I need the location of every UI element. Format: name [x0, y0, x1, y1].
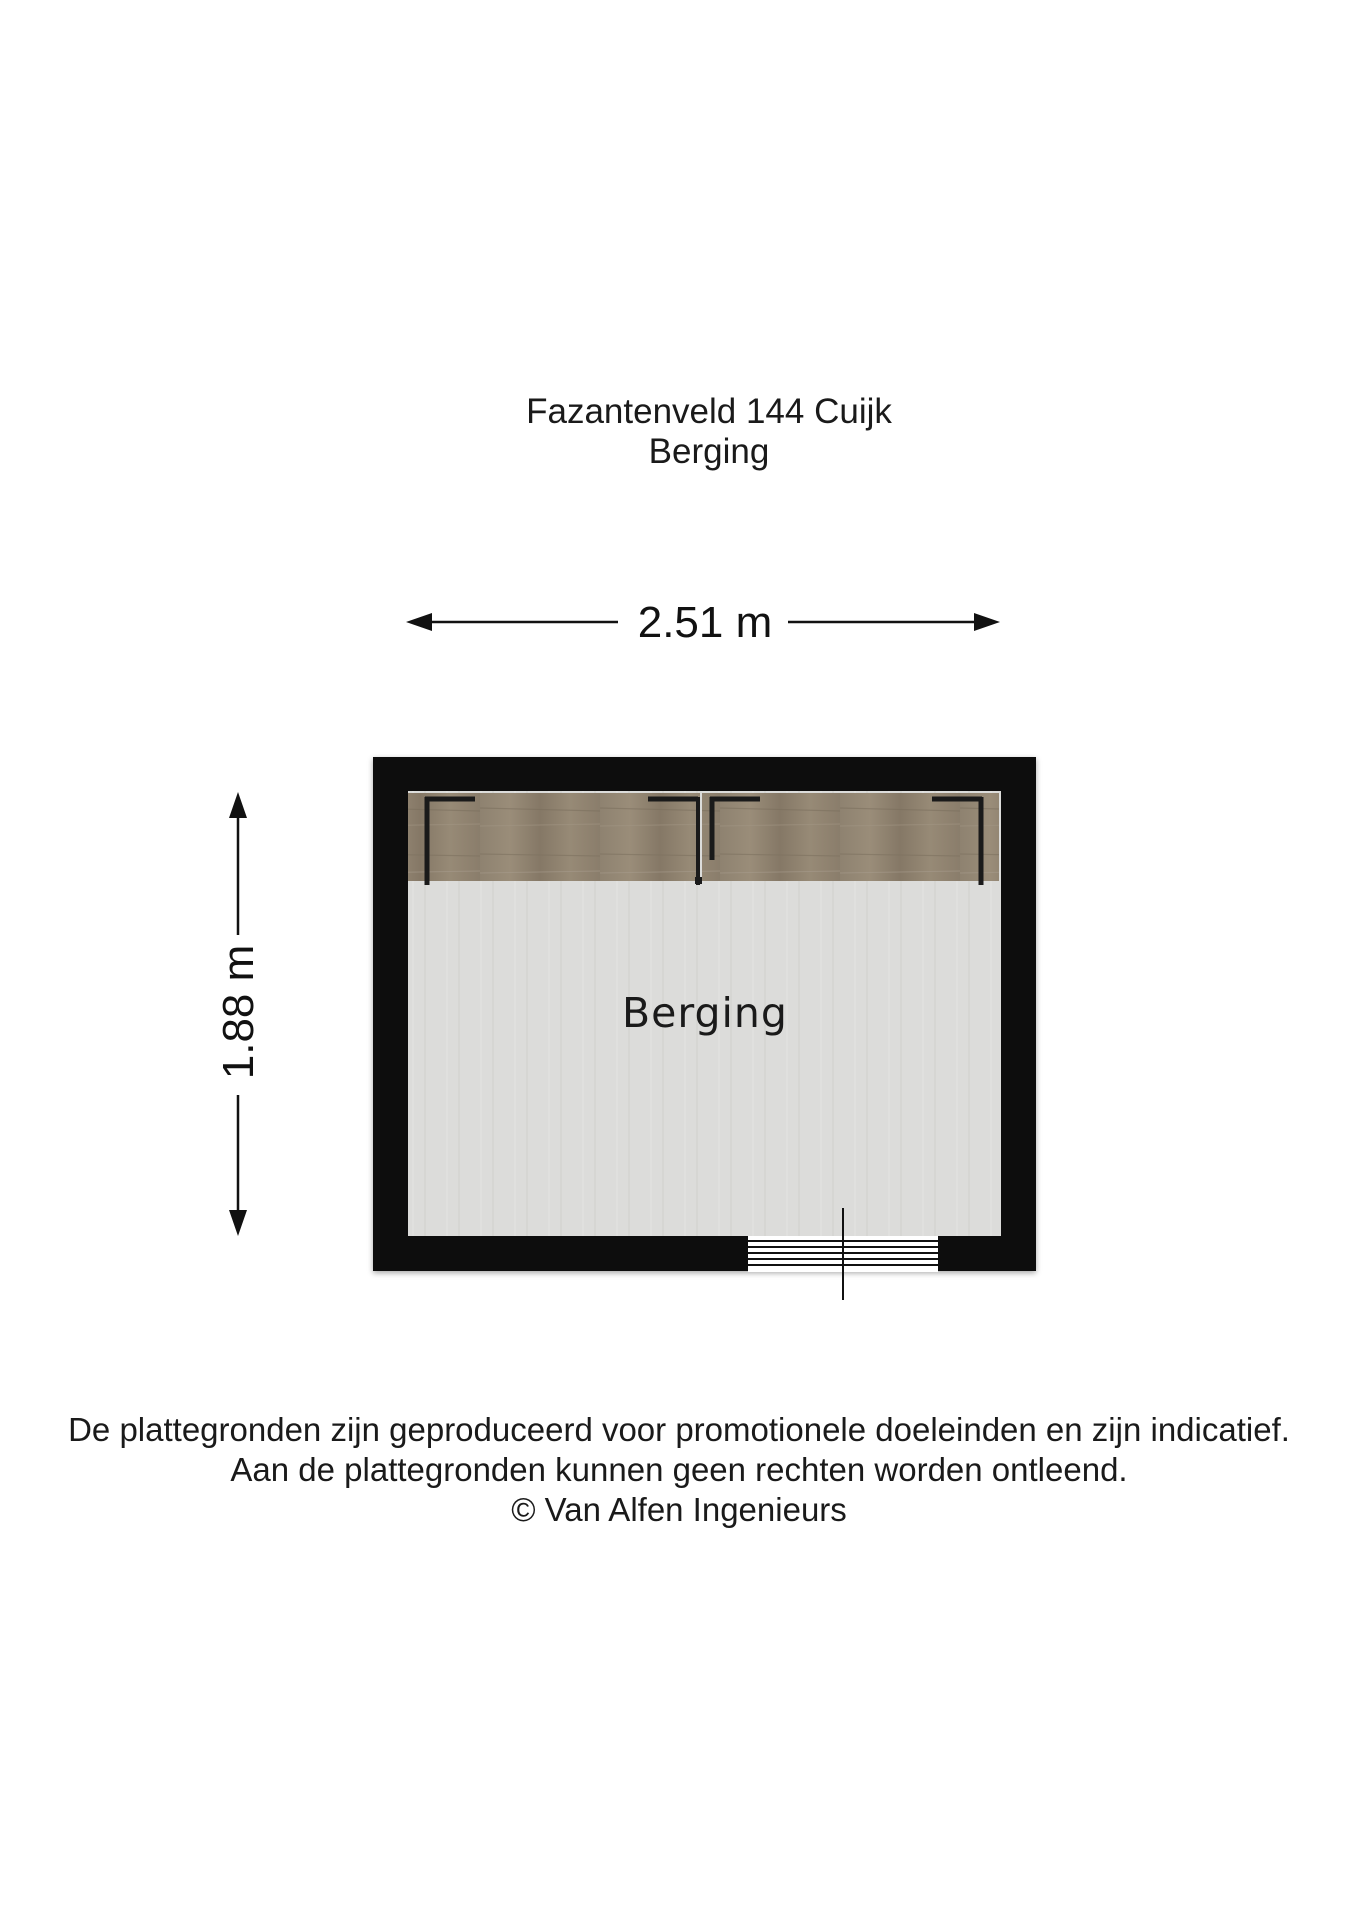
height-dimension — [214, 792, 263, 1236]
room-label: Berging — [622, 989, 788, 1037]
shelf-board-right — [702, 793, 999, 881]
width-dimension — [406, 598, 1000, 647]
height-arrow-bottom-head — [229, 1210, 247, 1236]
property-address: Fazantenveld 144 Cuijk — [526, 392, 892, 431]
disclaimer-line-1: De plattegronden zijn geproduceerd voor promotionele doeleinden en zijn indicatief. — [68, 1411, 1290, 1448]
width-label: 2.51 m — [637, 598, 773, 647]
shelf-board-left — [408, 793, 700, 881]
shelving-unit-right — [702, 793, 999, 885]
width-arrow-left-head — [406, 613, 432, 631]
shelf-divider-post — [695, 877, 702, 884]
disclaimer — [0, 1410, 1358, 1530]
copyright-notice: © Van Alfen Ingenieurs — [511, 1491, 847, 1528]
height-label: 1.88 m — [214, 944, 263, 1080]
floor-name: Berging — [648, 432, 770, 471]
disclaimer-line-2: Aan de plattegronden kunnen geen rechten worden ontleend. — [230, 1451, 1128, 1488]
shelving-unit-left — [408, 793, 700, 885]
height-arrow-top-head — [229, 792, 247, 818]
width-arrow-right-head — [974, 613, 1000, 631]
